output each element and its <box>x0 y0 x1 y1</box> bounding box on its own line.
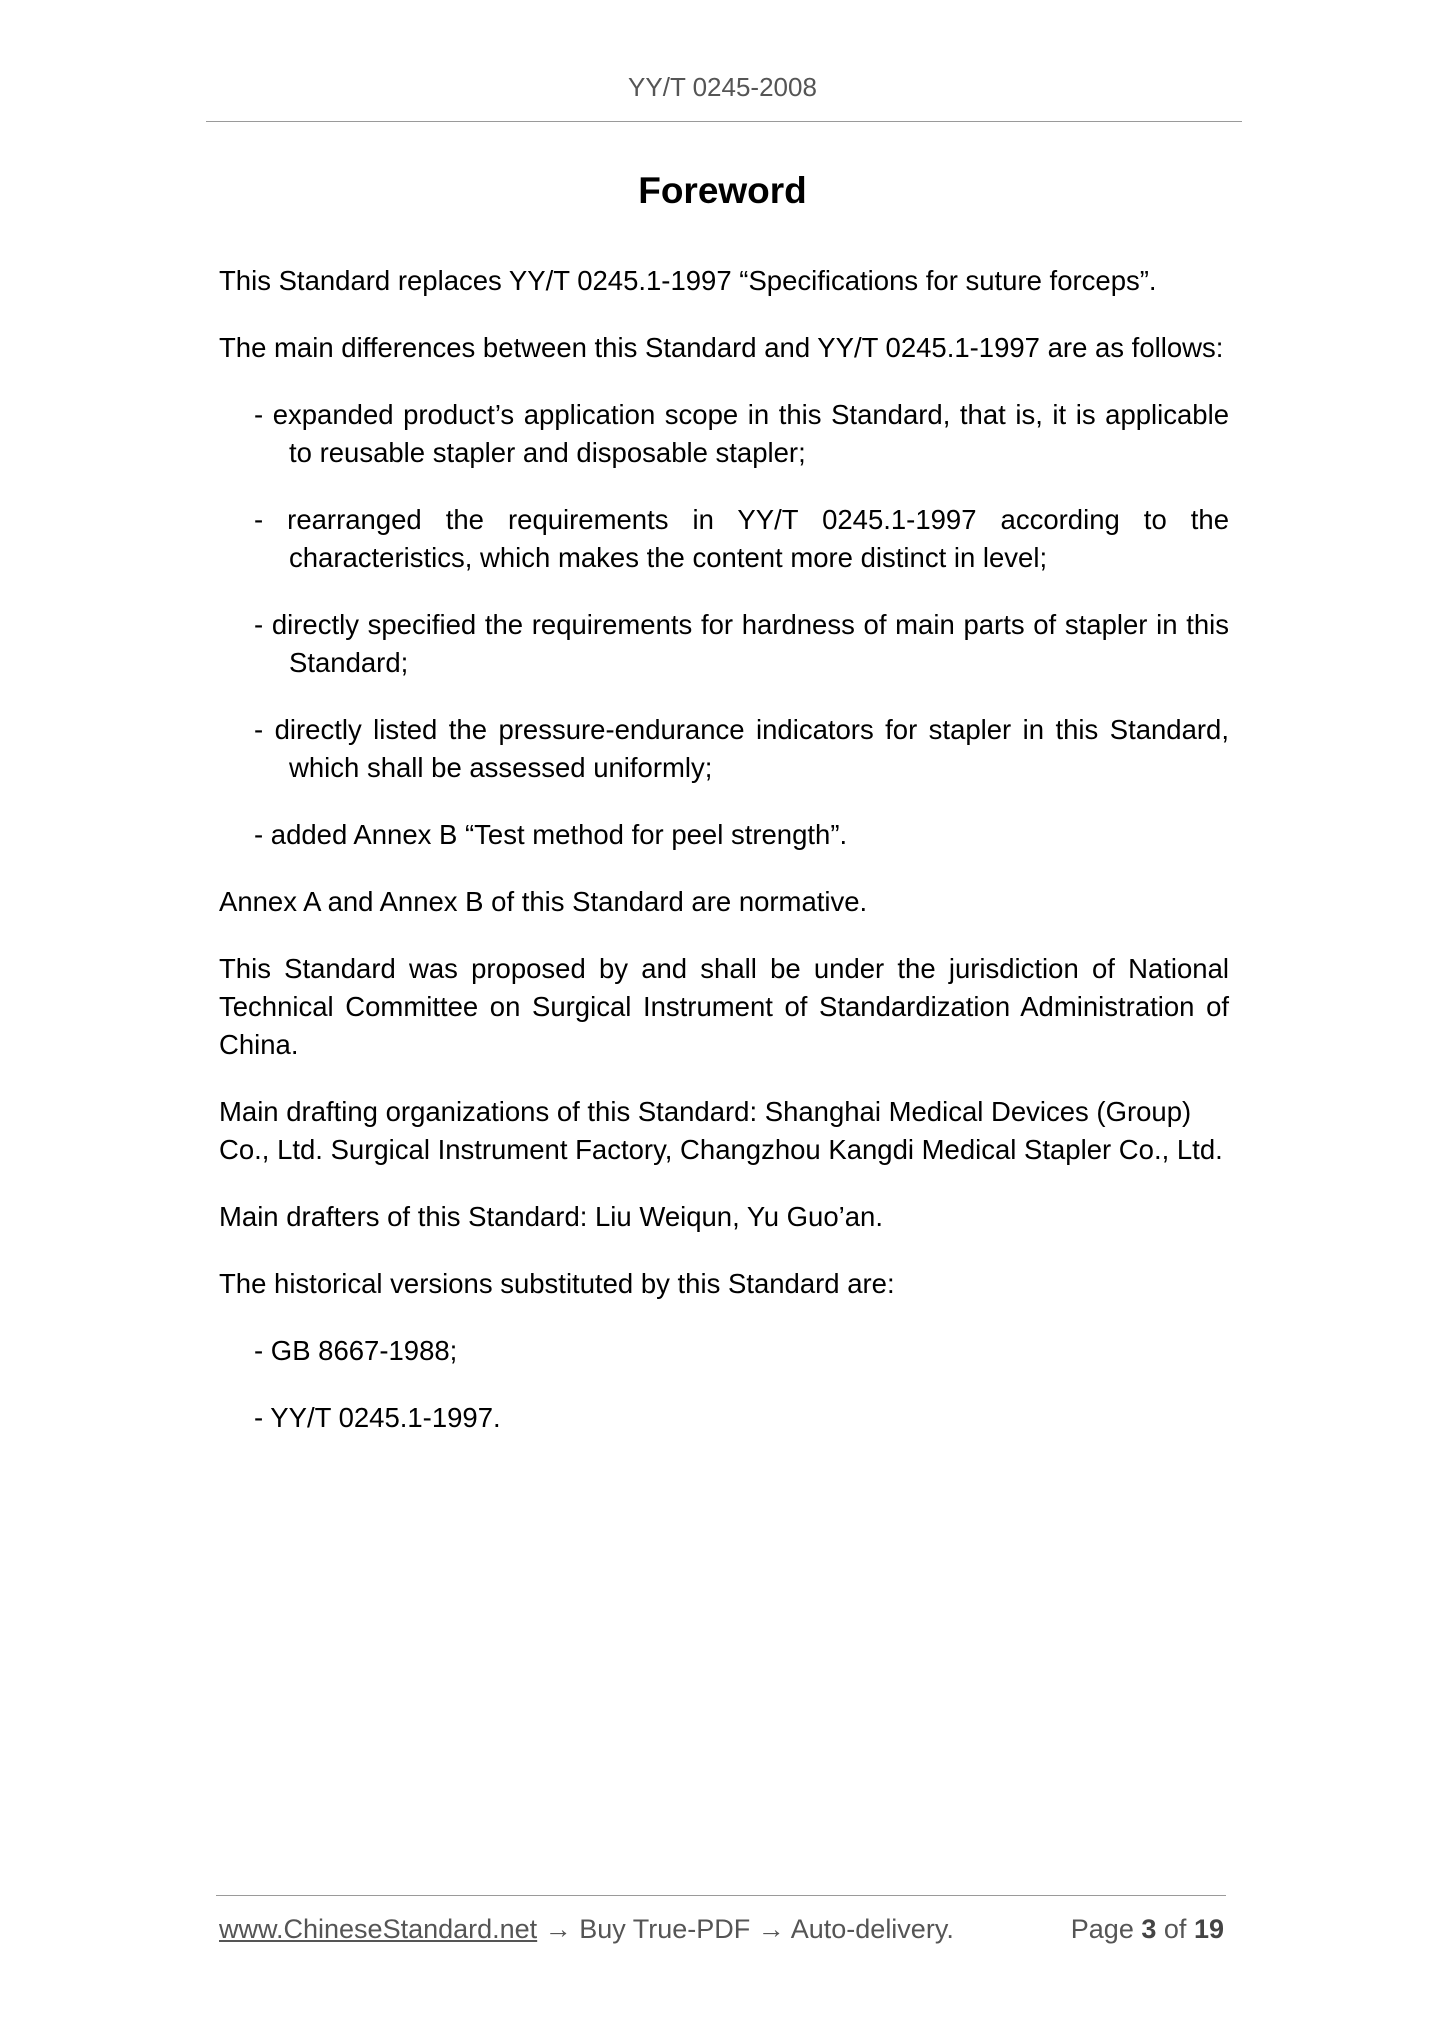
page-footer <box>219 1912 1224 1946</box>
paragraph-drafting-organizations: Main drafting organizations of this Standard: Shanghai Medical Devices (Group) Co., Ltd. Surgical Instrument Factory, Changzhou Kangdi Medical Stapler Co., Ltd. <box>219 1096 1223 1165</box>
difference-item: - rearranged the requirements in YY/T 0245.1-1997 according to the characteristics, which makes the content more distinct in level; <box>254 504 1229 573</box>
difference-item: - directly specified the requirements for hardness of main parts of stapler in this Standard; <box>254 609 1229 678</box>
difference-item: - expanded product’s application scope in this Standard, that is, it is applicable to reusable stapler and disposable stapler; <box>254 399 1229 468</box>
website-link[interactable]: www.ChineseStandard.net <box>219 1914 538 1944</box>
header-divider <box>206 121 1242 122</box>
historical-version-item: - YY/T 0245.1-1997. <box>254 1402 501 1433</box>
of-label: of <box>1163 1914 1187 1944</box>
paragraph-historical-versions: The historical versions substituted by this Standard are: <box>219 1268 895 1299</box>
paragraph-annexes: Annex A and Annex B of this Standard are normative. <box>219 886 868 917</box>
paragraph-differences-intro: The main differences between this Standard and YY/T 0245.1-1997 are as follows: <box>219 332 1224 363</box>
footer-tagline: → Buy True-PDF → Auto-delivery. <box>537 1914 954 1944</box>
total-pages: 19 <box>1193 1914 1224 1944</box>
historical-version-item: - GB 8667-1988; <box>254 1335 458 1366</box>
document-code-header: YY/T 0245-2008 <box>628 72 817 102</box>
difference-item: - added Annex B “Test method for peel strength”. <box>254 819 848 850</box>
difference-item: - directly listed the pressure-endurance indicators for stapler in this Standard, which shall be assessed uniformly; <box>254 714 1229 783</box>
page-number <box>1071 1912 1224 1946</box>
page-title: Foreword <box>638 170 807 211</box>
page-label: Page <box>1070 1914 1134 1944</box>
current-page: 3 <box>1141 1914 1157 1944</box>
paragraph-jurisdiction: This Standard was proposed by and shall be under the jurisdiction of National Technical Committee on Surgical Instrument of Standardization Administration of China. <box>219 953 1229 1060</box>
footer-divider <box>216 1895 1226 1896</box>
paragraph-drafters: Main drafters of this Standard: Liu Weiqun, Yu Guo’an. <box>219 1201 883 1232</box>
paragraph-replaces: This Standard replaces YY/T 0245.1-1997 “Specifications for suture forceps”. <box>219 265 1157 296</box>
foreword-body <box>219 262 1229 1466</box>
